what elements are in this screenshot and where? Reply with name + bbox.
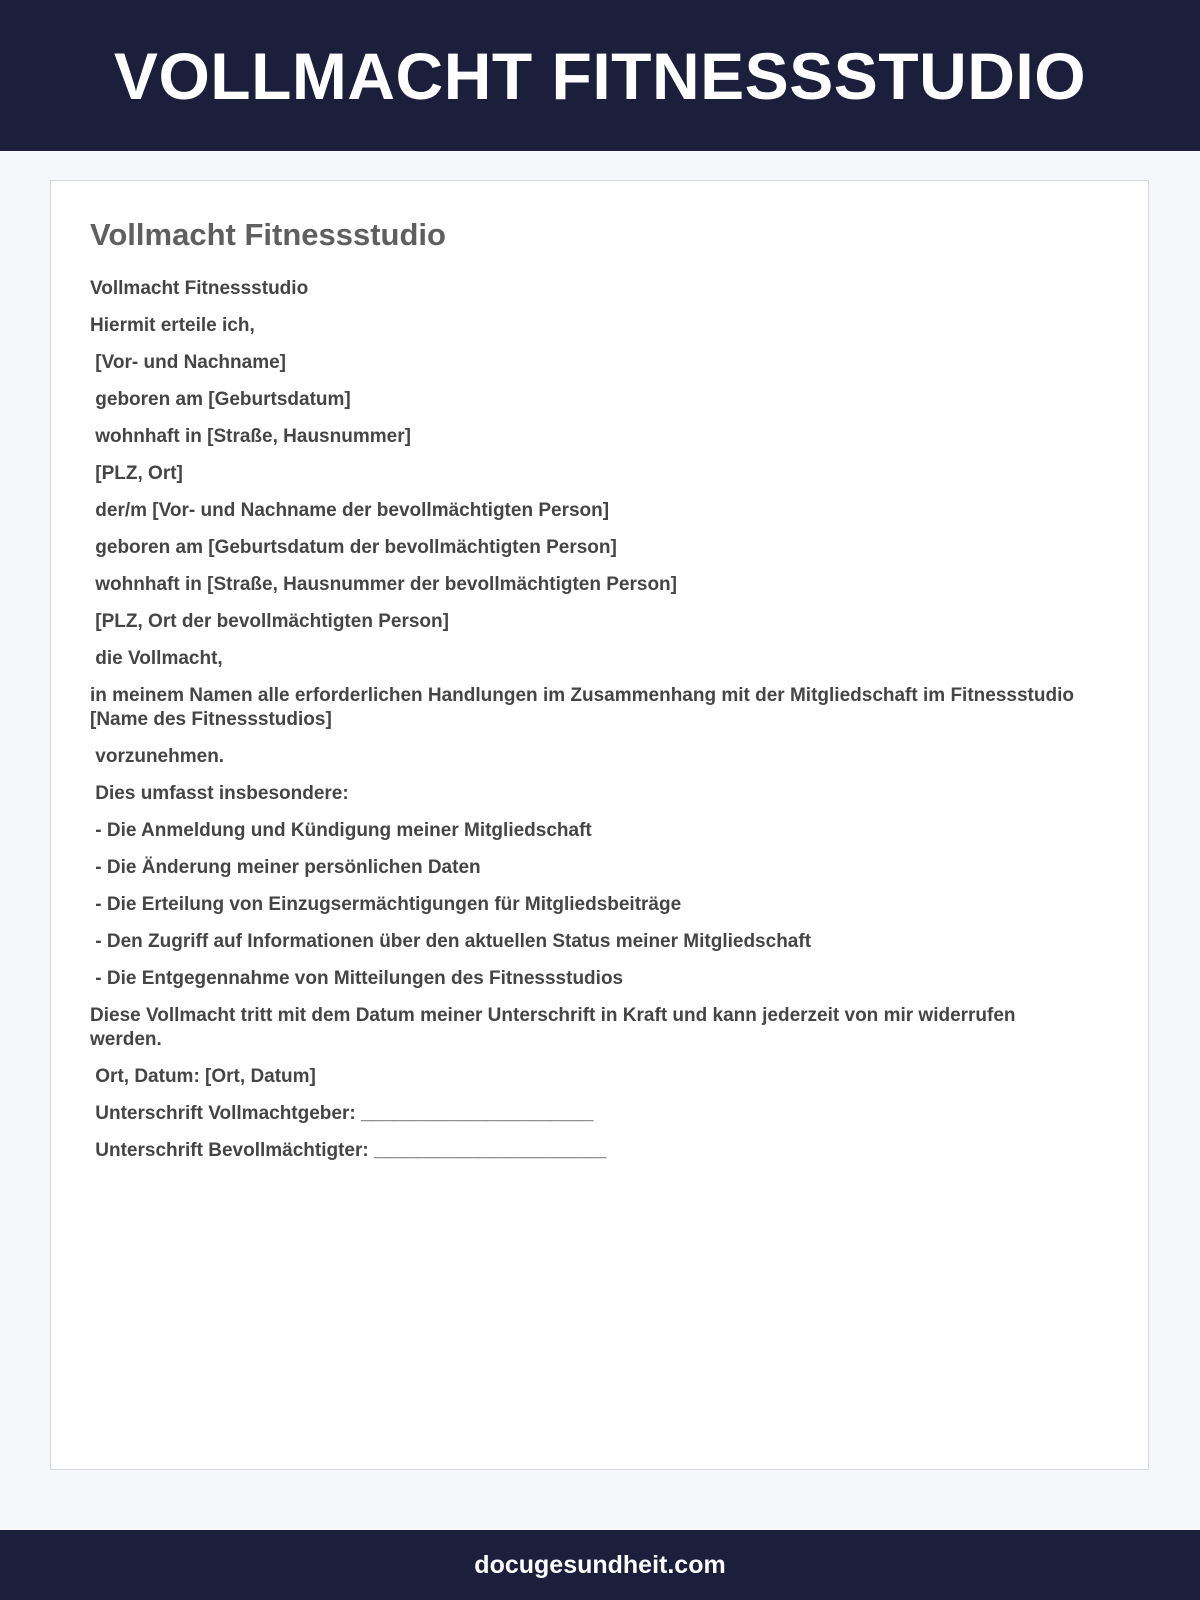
document-line: Dies umfasst insbesondere:: [90, 783, 349, 804]
list-item: - Die Änderung meiner persönlichen Daten: [90, 857, 481, 878]
document-line: geboren am [Geburtsdatum der bevollmächtigten Person]: [90, 537, 617, 558]
document-card: [50, 180, 1149, 1470]
signature-line-agent: Unterschrift Bevollmächtigter: ______________________: [90, 1140, 607, 1161]
list-item: - Die Erteilung von Einzugsermächtigungen für Mitgliedsbeiträge: [90, 894, 682, 915]
document-line: wohnhaft in [Straße, Hausnummer der bevollmächtigten Person]: [90, 574, 677, 595]
page-header: [0, 0, 1200, 151]
document-line: [PLZ, Ort der bevollmächtigten Person]: [90, 611, 449, 632]
list-item: - Die Anmeldung und Kündigung meiner Mitgliedschaft: [90, 820, 592, 841]
document-title: Vollmacht Fitnessstudio: [90, 217, 446, 252]
document-line: wohnhaft in [Straße, Hausnummer]: [90, 426, 411, 447]
page-footer: [0, 1530, 1200, 1600]
footer-site-link[interactable]: docugesundheit.com: [474, 1550, 726, 1579]
document-line: geboren am [Geburtsdatum]: [90, 389, 351, 410]
document-line: [Vor- und Nachname]: [90, 352, 286, 373]
place-date-line: Ort, Datum: [Ort, Datum]: [90, 1066, 316, 1087]
document-line: Hiermit erteile ich,: [90, 315, 255, 336]
document-line: die Vollmacht,: [90, 648, 223, 669]
document-body: [90, 277, 1090, 1176]
document-line: [PLZ, Ort]: [90, 463, 183, 484]
signature-line-grantor: Unterschrift Vollmachtgeber: ______________________: [90, 1103, 594, 1124]
header-title: VOLLMACHT FITNESSSTUDIO: [113, 38, 1087, 113]
document-line: Vollmacht Fitnessstudio: [90, 278, 309, 299]
document-line: Diese Vollmacht tritt mit dem Datum meiner Unterschrift in Kraft und kann jederzeit von mir widerrufen werden.: [90, 1005, 1021, 1050]
document-line: in meinem Namen alle erforderlichen Handlungen im Zusammenhang mit der Mitgliedschaft im Fitnessstudio [Name des Fitnessstudios]: [90, 685, 1080, 730]
document-line: der/m [Vor- und Nachname der bevollmächtigten Person]: [90, 500, 610, 521]
list-item: - Den Zugriff auf Informationen über den aktuellen Status meiner Mitgliedschaft: [90, 931, 812, 952]
list-item: - Die Entgegennahme von Mitteilungen des Fitnessstudios: [90, 968, 624, 989]
document-line: vorzunehmen.: [90, 746, 225, 767]
